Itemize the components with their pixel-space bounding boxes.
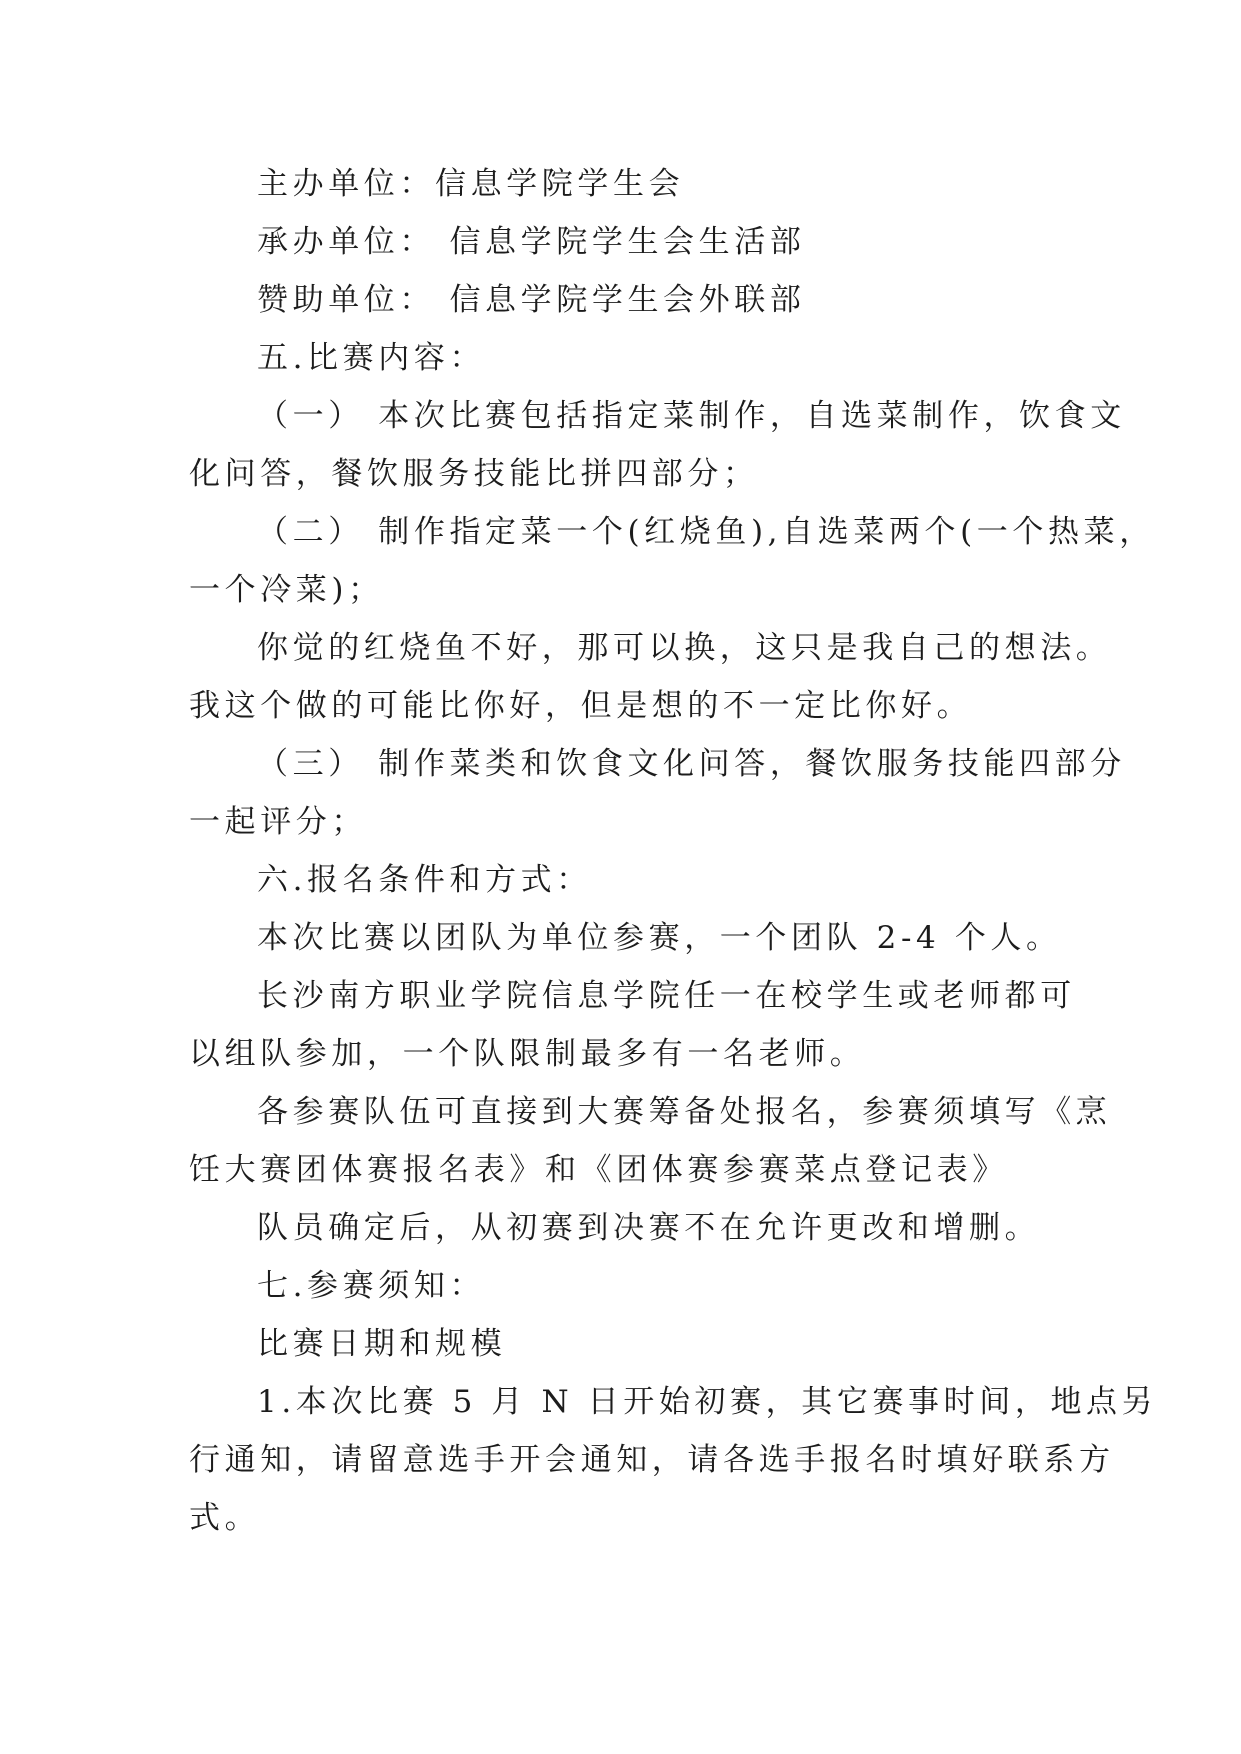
paragraph-line: 承办单位： 信息学院学生会生活部 <box>257 224 806 260</box>
paragraph-line: 行通知，请留意选手开会通知，请各选手报名时填好联系方 <box>189 1442 1115 1478</box>
paragraph-line: 各参赛队伍可直接到大赛筹备处报名，参赛须填写《烹 <box>257 1094 1112 1130</box>
paragraph-line: 赞助单位： 信息学院学生会外联部 <box>257 282 806 318</box>
paragraph-line: （二） 制作指定菜一个(红烧鱼),自选菜两个(一个热菜， <box>257 514 1155 550</box>
paragraph-line: （一） 本次比赛包括指定菜制作，自选菜制作，饮食文 <box>257 398 1126 434</box>
paragraph-line: 一个冷菜)； <box>189 572 384 608</box>
paragraph-line: （三） 制作菜类和饮食文化问答，餐饮服务技能四部分 <box>257 746 1126 782</box>
paragraph-line: 式。 <box>189 1500 261 1536</box>
paragraph-line: 饪大赛团体赛报名表》和《团体赛参赛菜点登记表》 <box>189 1152 1008 1188</box>
section-heading: 五.比赛内容： <box>257 340 486 376</box>
paragraph-line: 1.本次比赛 5 月 N 日开始初赛，其它赛事时间，地点另 <box>257 1384 1158 1420</box>
paragraph-line: 你觉的红烧鱼不好，那可以换，这只是我自己的想法。 <box>257 630 1112 666</box>
paragraph-line: 本次比赛以团队为单位参赛，一个团队 2-4 个人。 <box>257 920 1062 956</box>
paragraph-line: 长沙南方职业学院信息学院任一在校学生或老师都可 <box>257 978 1076 1014</box>
paragraph-line: 队员确定后，从初赛到决赛不在允许更改和增删。 <box>257 1210 1041 1246</box>
paragraph-line: 以组队参加，一个队限制最多有一名老师。 <box>189 1036 866 1072</box>
paragraph-line: 主办单位：信息学院学生会 <box>257 166 685 202</box>
paragraph-line: 比赛日期和规模 <box>257 1326 507 1362</box>
paragraph-line: 化问答，餐饮服务技能比拼四部分； <box>189 456 759 492</box>
document-body <box>189 155 1158 1547</box>
paragraph-line: 一起评分； <box>189 804 367 840</box>
section-heading: 七.参赛须知： <box>257 1268 486 1304</box>
paragraph-line: 我这个做的可能比你好，但是想的不一定比你好。 <box>189 688 973 724</box>
section-heading: 六.报名条件和方式： <box>257 862 592 898</box>
